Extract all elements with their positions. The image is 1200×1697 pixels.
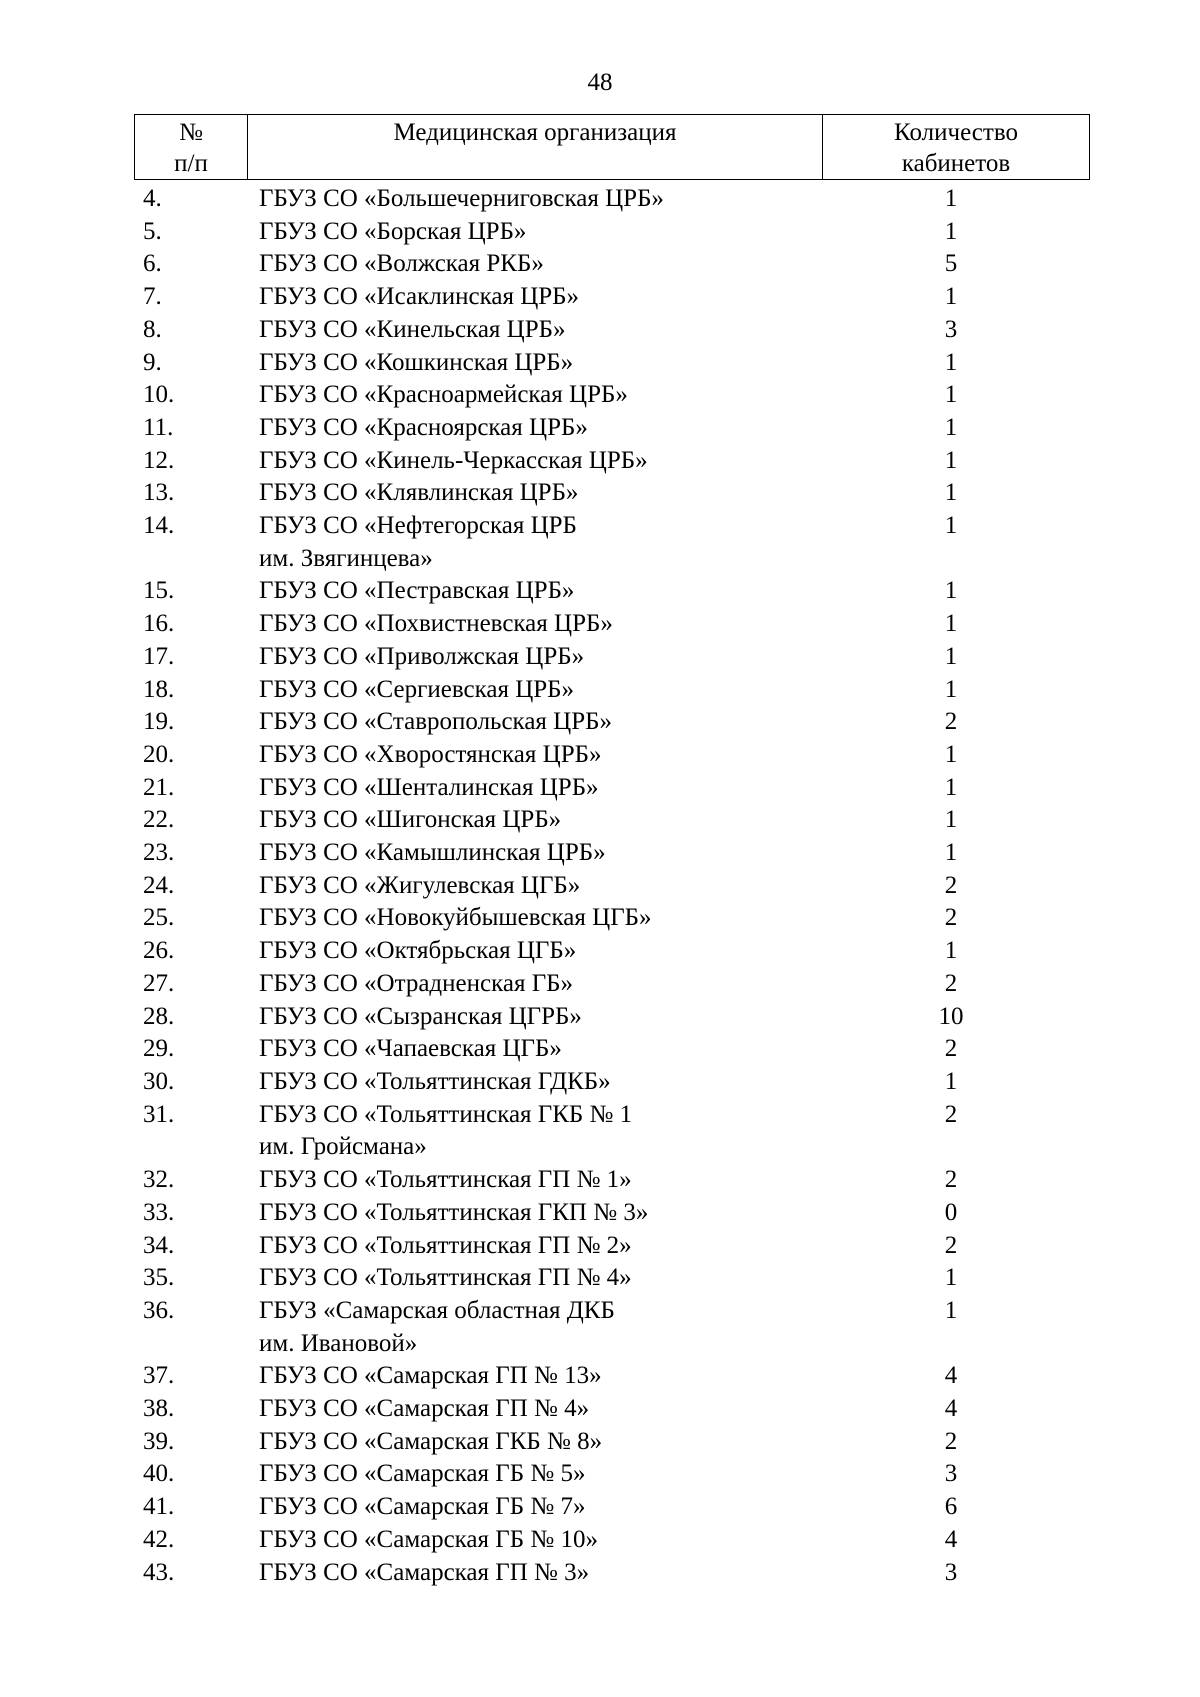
row-organization [259, 772, 819, 805]
table-row [0, 314, 1200, 347]
table-row [0, 1164, 1200, 1197]
row-organization [259, 674, 819, 707]
row-number: 14. [143, 512, 175, 540]
row-organization [259, 1524, 819, 1557]
row-number: 34. [143, 1231, 175, 1259]
row-count: 3 [944, 315, 958, 343]
row-count: 2 [944, 1166, 958, 1194]
table-row [0, 870, 1200, 903]
row-organization [259, 314, 819, 347]
table-row [0, 837, 1200, 870]
row-organization [259, 706, 819, 739]
row-count: 2 [944, 904, 958, 932]
row-count: 2 [944, 1231, 958, 1259]
row-number: 22. [143, 806, 175, 834]
organization-name-line: ГБУЗ СО «Новокуйбышевская ЦГБ» [259, 904, 652, 932]
row-organization [259, 1491, 819, 1524]
row-number: 39. [143, 1427, 175, 1455]
table-row [0, 1393, 1200, 1426]
organization-name-line: ГБУЗ СО «Отрадненская ГБ» [259, 969, 574, 997]
row-number: 12. [143, 446, 175, 474]
row-number: 15. [143, 577, 175, 605]
row-number: 36. [143, 1296, 175, 1324]
row-count: 1 [944, 937, 958, 965]
row-count: 1 [944, 381, 958, 409]
table-row [0, 1557, 1200, 1590]
row-organization [259, 477, 819, 510]
row-number: 43. [143, 1558, 175, 1586]
table-row [0, 1099, 1200, 1164]
organization-name-line: ГБУЗ СО «Шигонская ЦРБ» [259, 806, 562, 834]
organization-name-line: ГБУЗ СО «Хворостянская ЦРБ» [259, 740, 602, 768]
row-number: 21. [143, 773, 175, 801]
organization-name-line: ГБУЗ СО «Тольяттинская ГП № 2» [259, 1231, 632, 1259]
row-organization [259, 379, 819, 412]
organization-name-line: ГБУЗ СО «Самарская ГКБ № 8» [259, 1427, 603, 1455]
row-count: 4 [944, 1395, 958, 1423]
row-organization [259, 1197, 819, 1230]
row-count: 1 [944, 839, 958, 867]
organization-name-line: ГБУЗ СО «Тольяттинская ГП № 1» [259, 1166, 632, 1194]
row-count: 1 [944, 1067, 958, 1095]
row-number: 24. [143, 871, 175, 899]
table-row [0, 379, 1200, 412]
row-count: 0 [944, 1198, 958, 1226]
row-count: 2 [944, 1427, 958, 1455]
table-row [0, 1001, 1200, 1034]
organization-name-line: ГБУЗ СО «Жигулевская ЦГБ» [259, 871, 581, 899]
table-row [0, 1491, 1200, 1524]
table-row [0, 1360, 1200, 1393]
row-count: 1 [944, 348, 958, 376]
organization-name-line: ГБУЗ СО «Красноармейская ЦРБ» [259, 381, 628, 409]
organization-name-line: ГБУЗ СО «Ставропольская ЦРБ» [259, 708, 612, 736]
row-organization [259, 183, 819, 216]
table-row [0, 216, 1200, 249]
header-count-sublabel: кабинетов [901, 150, 1011, 177]
organization-name-line: ГБУЗ СО «Красноярская ЦРБ» [259, 413, 588, 441]
row-organization [259, 347, 819, 380]
row-number: 9. [143, 348, 162, 376]
row-number: 5. [143, 217, 162, 245]
organization-name-line: им. Звягинцева» [259, 544, 433, 572]
row-count: 1 [944, 283, 958, 311]
row-count: 2 [944, 1035, 958, 1063]
row-organization [259, 510, 819, 575]
organization-name-line: ГБУЗ СО «Кинельская ЦРБ» [259, 315, 566, 343]
row-count: 1 [944, 675, 958, 703]
row-count: 5 [944, 250, 958, 278]
table-row [0, 510, 1200, 575]
row-number: 8. [143, 315, 162, 343]
organization-name-line: ГБУЗ СО «Нефтегорская ЦРБ [259, 512, 577, 540]
organization-name-line: ГБУЗ СО «Приволжская ЦРБ» [259, 642, 585, 670]
row-count: 1 [944, 1296, 958, 1324]
organization-name-line: ГБУЗ СО «Самарская ГП № 3» [259, 1558, 590, 1586]
table-header [134, 114, 1090, 180]
organization-name-line: ГБУЗ СО «Сергиевская ЦРБ» [259, 675, 575, 703]
row-number: 26. [143, 937, 175, 965]
header-number-column [135, 115, 248, 179]
row-number: 32. [143, 1166, 175, 1194]
table-row [0, 902, 1200, 935]
row-number: 40. [143, 1460, 175, 1488]
row-number: 17. [143, 642, 175, 670]
row-number: 37. [143, 1362, 175, 1390]
table-row [0, 968, 1200, 1001]
organization-name-line: ГБУЗ СО «Большечерниговская ЦРБ» [259, 185, 664, 212]
organization-name-line: ГБУЗ СО «Самарская ГБ № 10» [259, 1525, 598, 1553]
row-count: 6 [944, 1493, 958, 1521]
table-row [0, 575, 1200, 608]
row-organization [259, 1001, 819, 1034]
organization-name-line: ГБУЗ СО «Шенталинская ЦРБ» [259, 773, 599, 801]
row-count: 1 [944, 740, 958, 768]
row-number: 20. [143, 740, 175, 768]
row-count: 1 [944, 479, 958, 507]
table-row [0, 674, 1200, 707]
row-organization [259, 935, 819, 968]
row-count: 1 [944, 446, 958, 474]
row-count: 1 [944, 610, 958, 638]
table-row [0, 1033, 1200, 1066]
organization-name-line: ГБУЗ СО «Сызранская ЦГРБ» [259, 1002, 582, 1030]
organization-name-line: ГБУЗ СО «Чапаевская ЦГБ» [259, 1035, 562, 1063]
row-organization [259, 837, 819, 870]
row-count: 1 [944, 217, 958, 245]
organization-name-line: ГБУЗ СО «Тольяттинская ГКП № 3» [259, 1198, 649, 1226]
row-count: 2 [944, 969, 958, 997]
row-organization [259, 1557, 819, 1590]
row-organization [259, 1458, 819, 1491]
row-count: 1 [944, 413, 958, 441]
table-row [0, 739, 1200, 772]
row-organization [259, 248, 819, 281]
row-organization [259, 1230, 819, 1263]
organization-name-line: ГБУЗ СО «Волжская РКБ» [259, 250, 544, 278]
row-count: 1 [944, 773, 958, 801]
row-count: 2 [944, 871, 958, 899]
organization-name-line: ГБУЗ СО «Самарская ГБ № 7» [259, 1493, 586, 1521]
table-row [0, 1066, 1200, 1099]
row-number: 4. [143, 185, 162, 212]
row-count: 4 [944, 1525, 958, 1553]
table-row [0, 183, 1200, 216]
row-organization [259, 608, 819, 641]
page-number: 48 [587, 69, 613, 96]
row-count: 1 [944, 512, 958, 540]
organization-name-line: ГБУЗ СО «Клявлинская ЦРБ» [259, 479, 579, 507]
table-row [0, 1426, 1200, 1459]
row-count: 1 [944, 806, 958, 834]
table-row [0, 1458, 1200, 1491]
row-organization [259, 1393, 819, 1426]
table-row [0, 641, 1200, 674]
row-number: 6. [143, 250, 162, 278]
table-row [0, 608, 1200, 641]
row-count: 3 [944, 1460, 958, 1488]
header-number-label: № [179, 119, 203, 146]
table-row [0, 412, 1200, 445]
organization-name-line: ГБУЗ СО «Борская ЦРБ» [259, 217, 527, 245]
row-organization [259, 641, 819, 674]
organization-name-line: им. Гройсмана» [259, 1133, 427, 1161]
table-body [0, 183, 1200, 1589]
organization-name-line: ГБУЗ СО «Самарская ГБ № 5» [259, 1460, 586, 1488]
row-number: 42. [143, 1525, 175, 1553]
row-organization [259, 804, 819, 837]
row-number: 10. [143, 381, 175, 409]
table-row [0, 1197, 1200, 1230]
table-row [0, 1230, 1200, 1263]
header-count-column [823, 115, 1089, 179]
table-row [0, 281, 1200, 314]
table-row [0, 347, 1200, 380]
header-organization-label: Медицинская организация [393, 119, 677, 146]
organization-name-line: ГБУЗ СО «Тольяттинская ГП № 4» [259, 1264, 632, 1292]
row-number: 33. [143, 1198, 175, 1226]
row-count: 1 [944, 1264, 958, 1292]
row-count: 1 [944, 642, 958, 670]
table-row [0, 1262, 1200, 1295]
row-organization [259, 412, 819, 445]
organization-name-line: ГБУЗ СО «Тольяттинская ГДКБ» [259, 1067, 611, 1095]
row-count: 3 [944, 1558, 958, 1586]
header-number-sublabel: п/п [174, 150, 208, 177]
table-row [0, 445, 1200, 478]
row-organization [259, 445, 819, 478]
row-count: 10 [938, 1002, 964, 1030]
row-number: 38. [143, 1395, 175, 1423]
row-number: 11. [143, 413, 174, 441]
row-organization [259, 281, 819, 314]
header-organization-column [248, 115, 823, 179]
row-count: 2 [944, 1100, 958, 1128]
row-number: 27. [143, 969, 175, 997]
table-row [0, 935, 1200, 968]
row-number: 28. [143, 1002, 175, 1030]
organization-name-line: им. Ивановой» [259, 1329, 418, 1357]
row-organization [259, 1099, 819, 1164]
row-organization [259, 575, 819, 608]
organization-name-line: ГБУЗ СО «Самарская ГП № 4» [259, 1395, 590, 1423]
row-count: 4 [944, 1362, 958, 1390]
row-organization [259, 216, 819, 249]
row-number: 13. [143, 479, 175, 507]
row-count: 1 [944, 577, 958, 605]
row-number: 19. [143, 708, 175, 736]
organization-name-line: ГБУЗ СО «Исаклинская ЦРБ» [259, 283, 580, 311]
row-number: 16. [143, 610, 175, 638]
organization-name-line: ГБУЗ «Самарская областная ДКБ [259, 1296, 615, 1324]
organization-name-line: ГБУЗ СО «Тольяттинская ГКБ № 1 [259, 1100, 633, 1128]
organization-name-line: ГБУЗ СО «Камышлинская ЦРБ» [259, 839, 606, 867]
row-organization [259, 870, 819, 903]
row-number: 31. [143, 1100, 175, 1128]
row-number: 7. [143, 283, 162, 311]
table-row [0, 772, 1200, 805]
row-number: 23. [143, 839, 175, 867]
row-organization [259, 1426, 819, 1459]
organization-name-line: ГБУЗ СО «Кошкинская ЦРБ» [259, 348, 574, 376]
row-organization [259, 1164, 819, 1197]
organization-name-line: ГБУЗ СО «Кинель-Черкасская ЦРБ» [259, 446, 648, 474]
row-organization [259, 739, 819, 772]
row-count: 1 [944, 185, 958, 212]
organization-name-line: ГБУЗ СО «Похвистневская ЦРБ» [259, 610, 613, 638]
table-row [0, 804, 1200, 837]
table-row [0, 1295, 1200, 1360]
row-organization [259, 1033, 819, 1066]
organization-name-line: ГБУЗ СО «Пестравская ЦРБ» [259, 577, 575, 605]
header-count-label: Количество [894, 119, 1018, 146]
row-organization [259, 902, 819, 935]
row-number: 35. [143, 1264, 175, 1292]
row-number: 41. [143, 1493, 175, 1521]
row-number: 29. [143, 1035, 175, 1063]
table-row [0, 248, 1200, 281]
row-organization [259, 1295, 819, 1360]
row-number: 30. [143, 1067, 175, 1095]
row-number: 25. [143, 904, 175, 932]
table-row [0, 477, 1200, 510]
row-organization [259, 1360, 819, 1393]
organization-name-line: ГБУЗ СО «Октябрьская ЦГБ» [259, 937, 577, 965]
row-number: 18. [143, 675, 175, 703]
table-row [0, 706, 1200, 739]
row-organization [259, 1066, 819, 1099]
row-organization [259, 1262, 819, 1295]
organization-name-line: ГБУЗ СО «Самарская ГП № 13» [259, 1362, 602, 1390]
row-organization [259, 968, 819, 1001]
table-row [0, 1524, 1200, 1557]
row-count: 2 [944, 708, 958, 736]
